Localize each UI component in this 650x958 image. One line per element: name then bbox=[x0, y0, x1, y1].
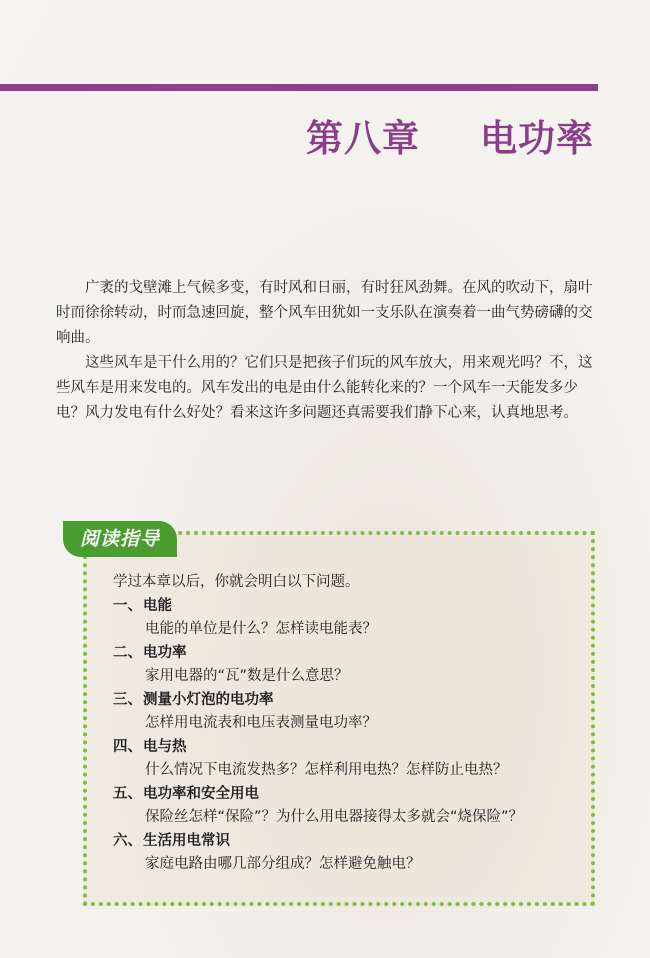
topic-heading: 二、电功率 bbox=[113, 644, 187, 661]
intro-text bbox=[56, 276, 600, 426]
guide-topic bbox=[113, 736, 583, 783]
header-rule bbox=[0, 84, 598, 91]
topic-question: 家庭电路由哪几部分组成？怎样避免触电？ bbox=[145, 856, 421, 872]
guide-lead: 学过本章以后，你就会明白以下问题。 bbox=[113, 574, 360, 590]
chapter-title bbox=[306, 108, 594, 162]
topic-question: 家用电器的“瓦”数是什么意思？ bbox=[145, 668, 349, 684]
chapter-name: 电功率 bbox=[480, 117, 594, 160]
topic-question: 什么情况下电流发热多？怎样利用电热？怎样防止电热？ bbox=[145, 762, 508, 778]
topic-heading: 五、电功率和安全用电 bbox=[113, 785, 259, 802]
topic-question: 保险丝怎样“保险”？为什么用电器接得太多就会“烧保险”？ bbox=[145, 809, 524, 825]
guide-topic bbox=[113, 595, 583, 642]
topic-heading: 四、电与热 bbox=[113, 738, 187, 755]
reading-guide-tab: 阅读指导 bbox=[63, 521, 177, 557]
reading-guide-content bbox=[113, 571, 583, 877]
guide-topic bbox=[113, 830, 583, 877]
guide-topic bbox=[113, 689, 583, 736]
topic-question: 电能的单位是什么？怎样读电能表？ bbox=[145, 621, 377, 637]
guide-topic bbox=[113, 783, 583, 830]
chapter-number: 第八章 bbox=[306, 117, 420, 160]
topic-question: 怎样用电流表和电压表测量电功率？ bbox=[145, 715, 377, 731]
intro-paragraph: 广袤的戈壁滩上气候多变，有时风和日丽，有时狂风劲舞。在风的吹动下，扇叶时而徐徐转动，时而急速回旋，整个风车田犹如一支乐队在演奏着一曲气势磅礴的交响曲。 bbox=[56, 280, 593, 346]
topic-heading: 一、电能 bbox=[113, 597, 172, 614]
guide-topic bbox=[113, 642, 583, 689]
topic-heading: 三、测量小灯泡的电功率 bbox=[113, 691, 274, 708]
intro-paragraph: 这些风车是干什么用的？它们只是把孩子们玩的风车放大，用来观光吗？不，这些风车是用来发电的。风车发出的电是由什么能转化来的？一个风车一天能发多少电？风力发电有什么好处？看来这许多问题还真需要我们静下心来，认真地思考。 bbox=[56, 355, 593, 421]
topic-heading: 六、生活用电常识 bbox=[113, 832, 230, 849]
